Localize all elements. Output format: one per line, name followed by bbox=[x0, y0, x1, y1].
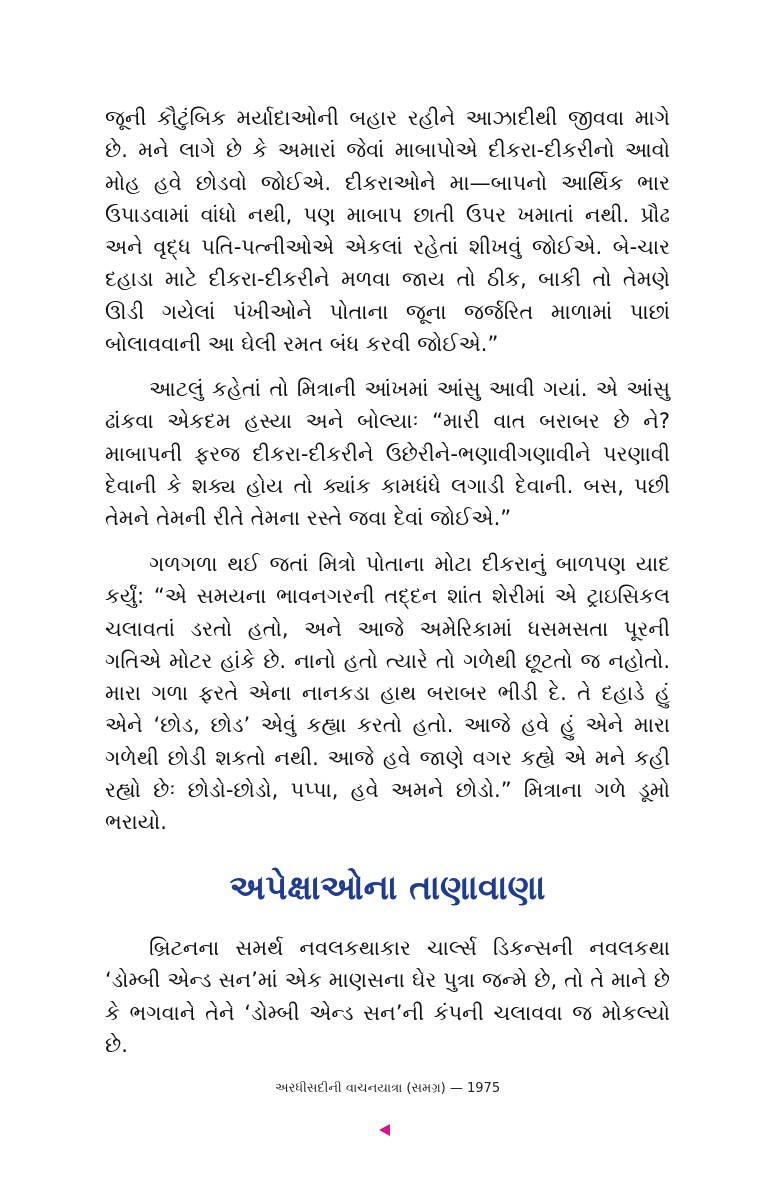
paragraph-tears: આટલું કહેતાં તો મિત્રાની આંખમાં આંસુ આવી ગયાં. એ આંસુ ઢાંકવા એકદમ હસ્યા અને બોલ્યાઃ “મારી વાત બરાબર છે ને? માબાપની ફરજ દીકરા-દીકરીને ઉછેરીને-ભણાવીગણાવીને પરણાવી દેવાની કે શક્ય હોય તો ક્યાંક કામધંધે લગાડી દેવાની. બસ, પછી તેમને તેમની રીતે તેમના રસ્તે જવા દેવાં જોઈએ.” bbox=[105, 377, 670, 531]
paragraph-childhood-memory: ગળગળા થઈ જતાં મિત્રો પોતાના મોટા દીકરાનું બાળપણ યાદ કર્યું: “એ સમયના ભાવનગરની તદ્દન શાંત શેરીમાં એ ટ્રાઇસિકલ ચલાવતાં ડરતો હતો, અને આજે અમેરિકામાં ધસમસતા પૂરની ગતિએ મોટર હાંકે છે. નાનો હતો ત્યારે તો ગળેથી છૂટતો જ નહોતો. મારા ગળા ફરતે એના નાનકડા હાથ બરાબર ભીડી દે. તે દહાડે હું એને ‘છોડ, છોડ’ એવું કહ્યા કરતો હતો. આજે હવે હું એને મારા ગળેથી છોડી શકતો નથી. આજે હવે જાણે વગર કહ્યે એ મને કહી રહ્યો છેઃ છોડો-છોડો, પપ્પા, હવે અમને છોડો.” મિત્રાના ગળે ડૂમો ભરાયો. bbox=[105, 552, 670, 835]
section-heading: અપેક્ષાઓના તાણાવાણા bbox=[229, 868, 546, 908]
left-triangle-icon[interactable] bbox=[379, 1124, 390, 1136]
paragraph-dombey-and-son: બ્રિટનના સમર્થ નવલકથાકાર ચાર્લ્સ ડિકન્સની નવલકથા ‘ડોમ્બી એન્ડ સન’માં એક માણસના ઘેર પુત્રા જન્મે છે, તો તે માને છે કે ભગવાને તેને ‘ડોમ્બી એન્ડ સન’ની કંપની ચલાવવા જ મોકલ્યો છે. bbox=[105, 936, 670, 1057]
page-footer: અરધીસદીની વાચનયાત્રા (સમગ્ર) — 1975 bbox=[274, 1081, 501, 1096]
paragraph-continuation: જૂની કૌટુંબિક મર્યાદાઓની બહાર રહીને આઝાદીથી જીવવા માગે છે. મને લાગે છે કે અમારાં જેવાં માબાપોએ દીકરા-દીકરીનો આવો મોહ હવે છોડવો જોઈએ. દીકરાઓને મા—બાપનો આર્થિક ભાર ઉપાડવામાં વાંધો નથી, પણ માબાપ છાતી ઉપર ખમાતાં નથી. પ્રૌઢ અને વૃદ્ધ પતિ-પત્નીઓએ એકલાં રહેતાં શીખવું જોઈએ. બે-ચાર દહાડા માટે દીકરા-દીકરીને મળવા જાય તો ઠીક, બાકી તો તેમણે ઊડી ગયેલાં પંખીઓને પોતાના જૂના જર્જરિત માળામાં પાછાં બોલાવવાની આ ઘેલી રમત બંધ કરવી જોઈએ.” bbox=[105, 106, 670, 357]
